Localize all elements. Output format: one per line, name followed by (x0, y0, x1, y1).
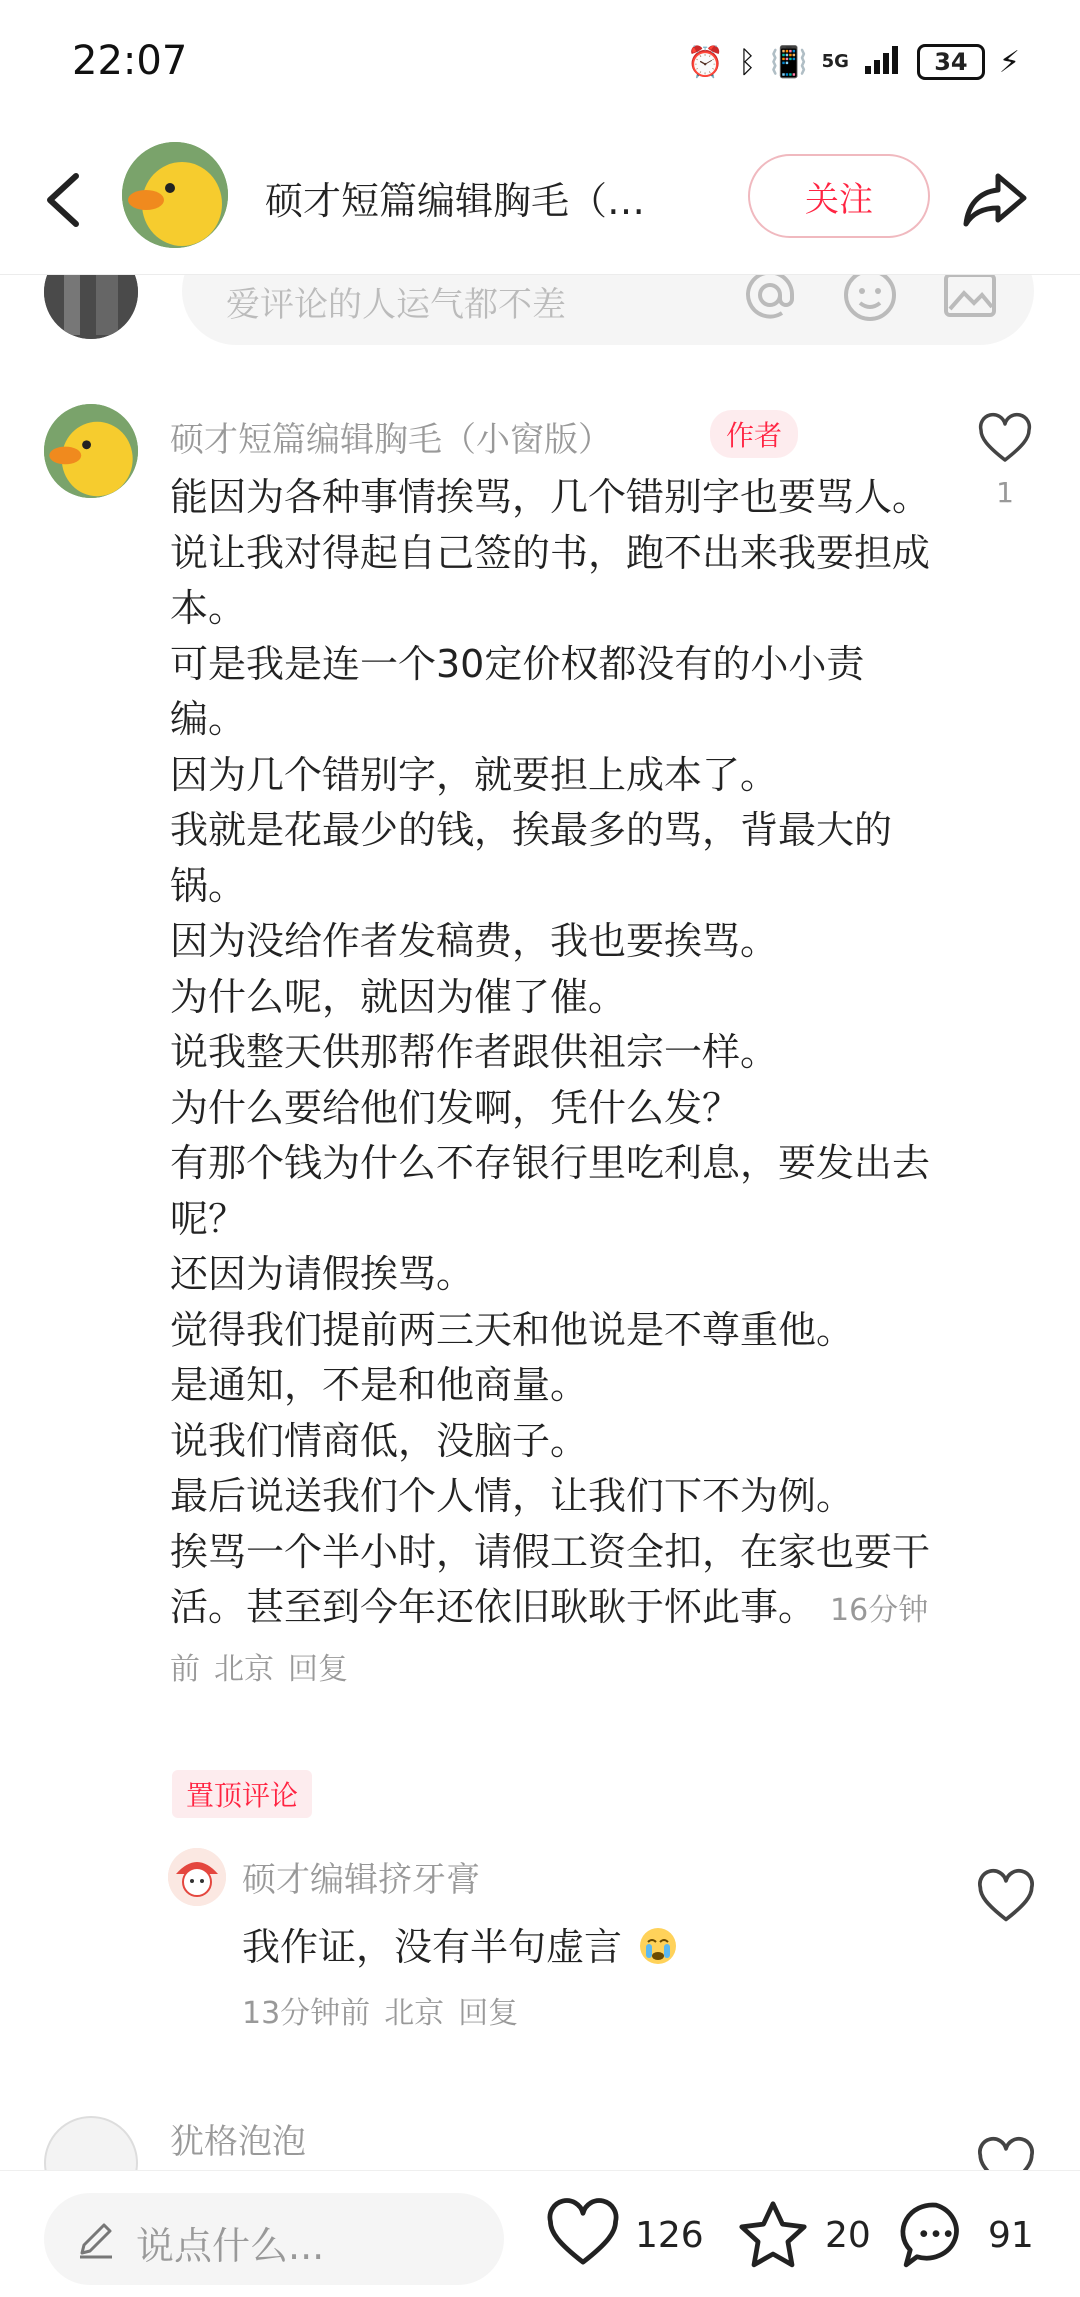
bluetooth-icon: ᛒ (738, 44, 757, 80)
comment-line: 能因为各种事情挨骂，几个错别字也要骂人。 (170, 475, 931, 519)
reply-reply-button[interactable]: 回复 (458, 1996, 519, 2031)
author-badge: 作者 (710, 410, 798, 458)
user-avatar-icon (44, 275, 138, 339)
comment-line: 说我整天供那帮作者跟供祖宗一样。 (170, 1030, 779, 1074)
author-avatar[interactable] (122, 142, 228, 248)
cartoon-avatar-icon (168, 1848, 226, 1906)
share-icon (958, 162, 1032, 236)
alarm-icon: ⏰ (686, 44, 725, 80)
status-icons (687, 44, 1020, 80)
comment-button[interactable] (898, 2197, 1034, 2273)
heart-icon (977, 412, 1033, 468)
reply-meta (242, 1988, 532, 2032)
comment-line: 因为几个错别字，就要担上成本了。 (170, 752, 779, 797)
comment-like-button[interactable] (970, 412, 1040, 509)
share-button[interactable] (958, 162, 1032, 236)
comment-line-last (170, 1525, 930, 1698)
comment-time: 16分钟前 (170, 1593, 929, 1687)
comment-input[interactable] (182, 275, 1034, 345)
reply-author-name[interactable]: 硕才编辑挤牙膏 (242, 1860, 480, 1900)
reply-text-content: 我作证，没有半句虚言 (242, 1925, 623, 1969)
duck-avatar-icon (122, 142, 228, 248)
at-icon[interactable] (738, 275, 802, 327)
crying-emoji-icon (634, 1920, 682, 1968)
say-something-input[interactable] (44, 2193, 504, 2285)
say-something-placeholder: 说点什么... (136, 2224, 325, 2268)
collect-button[interactable] (735, 2197, 871, 2273)
signal-icon (863, 44, 903, 80)
heart-icon (976, 1868, 1036, 1928)
reply-location: 北京 (384, 1996, 445, 2031)
star-icon (735, 2197, 811, 2273)
duck-avatar-icon (44, 404, 138, 498)
comment-input-row (0, 275, 1080, 355)
comment-like-count: 1 (996, 476, 1014, 509)
reply-like-button[interactable] (976, 1868, 1036, 1928)
header (0, 130, 1080, 275)
comment-location: 北京 (214, 1651, 274, 1687)
comment-line: 我就是花最少的钱，挨最多的骂，背最大的锅。 (170, 808, 893, 908)
comment-reply-button[interactable]: 回复 (288, 1651, 348, 1687)
comment-line: 觉得我们提前两三天和他说是不尊重他。 (170, 1307, 855, 1352)
comment-item-partial (0, 2110, 1080, 2170)
pinned-badge: 置顶评论 (172, 1770, 312, 1818)
comment-line: 为什么呢，就因为催了催。 (170, 974, 627, 1019)
network-type: 5G (821, 51, 849, 72)
battery-level: 34 (917, 44, 985, 80)
reply-text (242, 1916, 682, 1971)
comment-line: 可是我是连一个30定价权都没有的小小责编。 (170, 641, 865, 741)
next-comment-avatar[interactable] (44, 2116, 138, 2170)
comment-line: 因为没给作者发稿费，我也要挨骂。 (170, 919, 779, 963)
comment-line: 是通知，不是和他商量。 (170, 1363, 589, 1407)
image-icon[interactable] (938, 275, 1002, 327)
comment-line: 有那个钱为什么不存银行里吃利息，要发出去呢？ (170, 1141, 931, 1241)
comment-text (170, 470, 930, 1697)
comment-author-avatar[interactable] (44, 404, 138, 498)
comment-author-name[interactable]: 硕才短篇编辑胸毛（小窗版） (170, 420, 612, 460)
comment-line: 还因为请假挨骂。 (170, 1252, 475, 1296)
comment-line: 说我们情商低，没脑子。 (170, 1418, 589, 1463)
comment-line: 最后说送我们个人情，让我们下不为例。 (170, 1474, 855, 1518)
comment-count: 91 (988, 2214, 1034, 2256)
comment-line: 挨骂一个半小时，请假工资全扣，在家也要干活。甚至到今年还依旧耿耿于怀此事。 (170, 1529, 931, 1629)
header-title: 硕才短篇编辑胸毛（… (265, 179, 646, 223)
follow-button[interactable]: 关注 (748, 154, 930, 238)
comment-line: 说让我对得起自己签的书，跑不出来我要担成本。 (170, 530, 931, 630)
heart-icon (976, 2136, 1036, 2170)
back-button[interactable] (30, 160, 100, 240)
status-bar (0, 0, 1080, 130)
bottom-bar (0, 2170, 1080, 2297)
next-comment-author[interactable]: 犹格泡泡 (170, 2122, 306, 2162)
chevron-left-icon (30, 160, 100, 240)
collect-count: 20 (825, 2214, 871, 2256)
pencil-icon (74, 2217, 118, 2261)
reply-author-avatar[interactable] (168, 1848, 226, 1906)
user-avatar (44, 275, 138, 339)
status-time: 22:07 (72, 38, 188, 84)
charging-icon: ⚡ (998, 44, 1020, 80)
reply-time: 13分钟前 (242, 1996, 371, 2031)
comment-line: 为什么要给他们发啊，凭什么发？ (170, 1085, 741, 1130)
comment-bubble-icon (898, 2197, 974, 2273)
vibrate-icon: 📳 (770, 44, 808, 80)
like-count: 126 (635, 2214, 704, 2256)
heart-icon (545, 2197, 621, 2273)
like-button[interactable] (545, 2197, 704, 2273)
emoji-icon[interactable] (838, 275, 902, 327)
next-comment-like-button[interactable] (976, 2136, 1036, 2170)
comment-input-placeholder: 爱评论的人运气都不差 (226, 285, 566, 325)
